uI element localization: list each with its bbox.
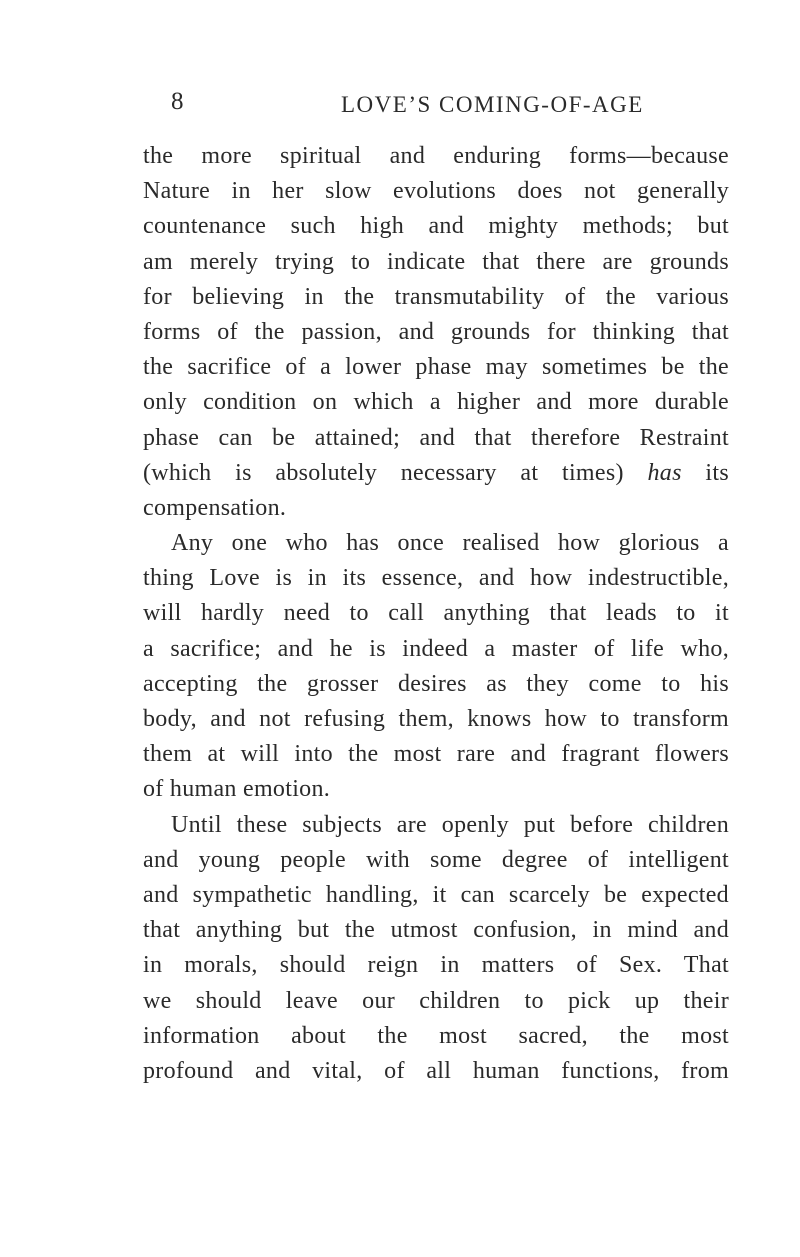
text-line: countenance such high and mighty methods; but (143, 213, 729, 240)
text-line: forms of the passion, and grounds for thinking that (143, 318, 729, 345)
text-line: in morals, should reign in matters of Sex. That (143, 952, 729, 979)
text-line: phase can be attained; and that therefore Restraint (143, 424, 729, 451)
text-line: and sympathetic handling, it can scarcely be expected (143, 881, 729, 908)
text-line: for believing in the transmutability of the various (143, 283, 729, 310)
text-line: body, and not refusing them, knows how to transform (143, 706, 729, 732)
text-segment: (which is absolutely necessary at times) (143, 459, 648, 486)
text-line: we should leave our children to pick up their (143, 987, 729, 1014)
text-line: that anything but the utmost confusion, in mind and (143, 917, 729, 944)
text-line-with-italic (143, 456, 729, 491)
text-line: will hardly need to call anything that leads to it (143, 600, 729, 627)
text-line: the more spiritual and enduring forms—because (143, 143, 729, 169)
text-line: profound and vital, of all human functions, from (143, 1057, 729, 1084)
text-line: am merely trying to indicate that there are grounds (143, 248, 729, 275)
text-line: Nature in her slow evolutions does not generally (143, 178, 729, 205)
paragraph-last-line: compensation. (143, 494, 287, 521)
running-title: LOVE’S COMING-OF-AGE (341, 92, 644, 117)
text-line: a sacrifice; and he is indeed a master of life who, (143, 635, 729, 662)
text-line: thing Love is in its essence, and how indestructible, (143, 565, 729, 592)
italic-emphasis: has (647, 459, 682, 486)
paragraph-first-line: Until these subjects are openly put before children (171, 811, 729, 838)
body-text (143, 139, 729, 1089)
paragraph-last-line: of human emotion. (143, 776, 331, 803)
text-line: accepting the grosser desires as they come to his (143, 670, 729, 697)
paragraph-first-line: Any one who has once realised how glorious a (171, 530, 729, 557)
text-line: only condition on which a higher and more durable (143, 389, 729, 416)
page-number: 8 (171, 88, 184, 115)
text-line: information about the most sacred, the most (143, 1022, 729, 1049)
text-line: and young people with some degree of intelligent (143, 846, 729, 873)
running-head (0, 88, 800, 128)
text-segment: its (681, 459, 729, 486)
text-line: the sacrifice of a lower phase may sometimes be the (143, 354, 729, 381)
text-line: them at will into the most rare and fragrant flowers (143, 741, 729, 768)
